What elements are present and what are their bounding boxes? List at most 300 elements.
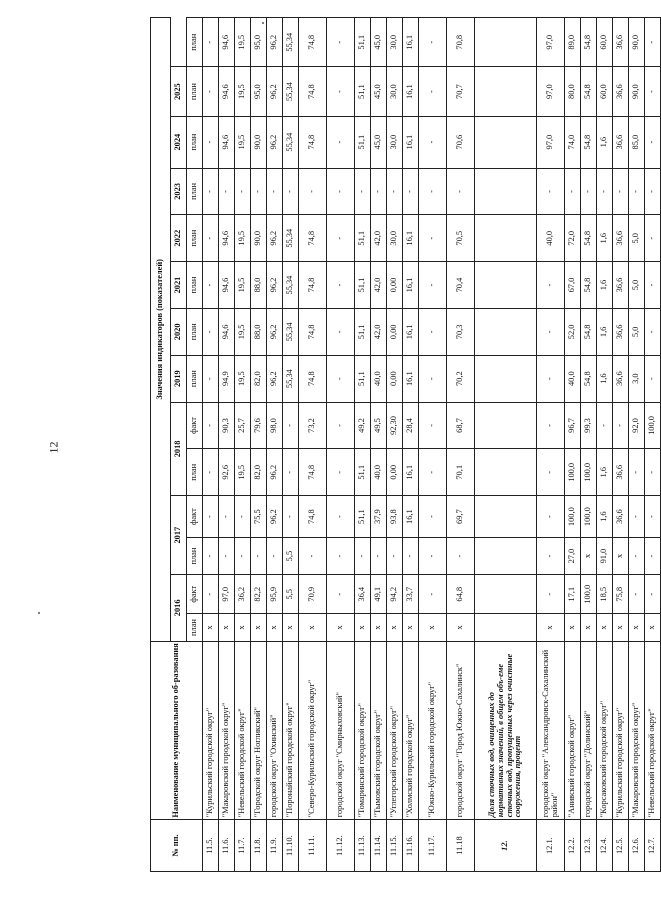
value-cell: 96,7 [565,402,581,449]
municipality-name: "Макаровский городской округ" [219,641,235,820]
value-cell: - [403,538,419,575]
value-cell: x [613,538,629,575]
value-cell: 73,2 [299,402,327,449]
value-cell: - [447,538,475,575]
table-row [283,18,299,872]
year-header: 2018 [171,402,187,496]
municipality-name: "Корсаковский городской округ" [597,641,613,820]
table-row [581,18,597,872]
value-cell: 42,0 [371,262,387,309]
value-cell: 19,5 [235,449,251,496]
value-cell: 40,0 [371,449,387,496]
value-cell: 36,6 [613,496,629,538]
row-number: 11.5. [203,820,219,872]
value-cell: 96,2 [267,18,283,67]
value-cell: - [537,449,565,496]
value-cell: 36,6 [613,18,629,67]
value-cell: 45,0 [371,116,387,168]
value-cell: - [629,168,645,215]
row-number: 11.16. [403,820,419,872]
value-cell: 74,8 [299,67,327,116]
value-cell: - [419,308,447,355]
municipality-name: "Томаринский городской округ" [355,641,371,820]
row-number: 11.14. [371,820,387,872]
value-cell: 96,2 [267,355,283,402]
value-cell: 79,6 [251,402,267,449]
value-cell: 74,8 [299,18,327,67]
value-cell: 5,5 [283,538,299,575]
value-cell: - [419,18,447,67]
value-cell: 16,1 [403,67,419,116]
value-cell: 94,9 [219,355,235,402]
value-cell: 51,1 [355,215,371,262]
table-row [327,18,355,872]
value-cell: - [645,67,661,116]
value-cell: 3,0 [629,355,645,402]
year-header: 2019 [171,355,187,402]
value-cell: 51,1 [355,262,371,309]
rotated-table-container [150,17,657,872]
value-cell: 36,6 [613,262,629,309]
year-header: 2016 [171,575,187,642]
value-cell: 51,1 [355,116,371,168]
fact-subheader: факт [187,575,203,614]
value-cell: 75,5 [251,496,267,538]
value-cell: 36,6 [613,215,629,262]
value-cell: 36,6 [613,308,629,355]
value-cell: x [283,614,299,641]
value-cell: 60,0 [597,67,613,116]
value-cell: x [355,614,371,641]
name-col-header: Наименование муниципального об-разования [151,641,203,820]
value-cell: - [235,538,251,575]
year-header: 2023 [171,168,187,215]
page-number: 12 [46,441,61,454]
table-row [251,18,267,872]
row-number: 12.7. [645,820,661,872]
row-number: 12.5. [613,820,629,872]
table-row [629,18,645,872]
value-cell: 97,0 [537,18,565,67]
value-cell: 90,0 [251,116,267,168]
table-row [537,18,565,872]
value-cell: 82,0 [251,355,267,402]
value-cell: 42,0 [371,308,387,355]
value-cell [475,355,537,402]
value-cell: 94,2 [387,575,403,614]
value-cell: - [419,496,447,538]
value-cell: x [613,614,629,641]
row-number: 11.9. [267,820,283,872]
value-cell: 74,8 [299,355,327,402]
value-cell: - [283,168,299,215]
municipality-name: городской округ "Смирныховский" [327,641,355,820]
value-cell: 88,0 [251,262,267,309]
value-cell: - [419,67,447,116]
value-cell: 16,1 [403,262,419,309]
value-cell: - [613,402,629,449]
plan-subheader: план [187,67,203,116]
value-cell: 5,5 [283,575,299,614]
value-cell: 89,0 [565,18,581,67]
value-cell: 5,0 [629,308,645,355]
value-cell: x [251,614,267,641]
table-row [645,18,661,872]
value-cell: 70,7 [447,67,475,116]
value-cell: 16,1 [403,449,419,496]
value-cell: 51,1 [355,355,371,402]
value-cell: 82,2 [251,575,267,614]
value-cell: 55,34 [283,67,299,116]
value-cell: - [283,496,299,538]
value-cell: 97,0 [219,575,235,614]
value-cell [475,496,537,538]
value-cell: 51,1 [355,496,371,538]
value-cell: - [203,116,219,168]
value-cell: x [219,614,235,641]
value-cell: 52,0 [565,308,581,355]
value-cell: 70,9 [299,575,327,614]
value-cell: 16,1 [403,355,419,402]
value-cell: 91,0 [597,538,613,575]
value-cell: - [327,355,355,402]
value-cell: - [327,402,355,449]
value-cell: - [203,496,219,538]
value-cell: 55,34 [283,308,299,355]
table-row [355,18,371,872]
value-cell: - [597,168,613,215]
value-cell: - [203,18,219,67]
row-number: 12.4. [597,820,613,872]
value-cell: 70,2 [447,355,475,402]
value-cell: - [419,355,447,402]
value-cell: 88,0 [251,308,267,355]
value-cell: 51,1 [355,308,371,355]
value-cell: 69,7 [447,496,475,538]
value-cell: 36,6 [613,67,629,116]
value-cell: - [203,538,219,575]
plan-subheader: план [187,449,203,496]
fact-subheader: факт [187,402,203,449]
row-number: 12.3. [581,820,597,872]
value-cell: 19,5 [235,355,251,402]
value-cell: 74,8 [299,308,327,355]
value-cell: - [283,449,299,496]
row-number: 11.6. [219,820,235,872]
value-cell: 1,6 [597,308,613,355]
value-cell: 85,0 [629,116,645,168]
row-number: 11.12. [327,820,355,872]
value-cell: 94,6 [219,18,235,67]
value-cell: - [419,449,447,496]
value-cell: 19,5 [235,308,251,355]
value-cell: 90,0 [251,215,267,262]
year-header: 2024 [171,116,187,168]
value-cell: x [597,614,613,641]
value-cell: 94,6 [219,262,235,309]
value-cell: 42,0 [371,215,387,262]
table-row [203,18,219,872]
value-cell: x [581,614,597,641]
value-cell: 90,3 [219,402,235,449]
value-cell: 16,1 [403,18,419,67]
value-cell: 16,1 [403,116,419,168]
value-cell: 36,4 [355,575,371,614]
value-cell: - [327,116,355,168]
table-row [299,18,327,872]
value-cell: - [565,168,581,215]
value-cell: x [565,614,581,641]
value-cell: 19,5 [235,67,251,116]
value-cell: 19,5 [235,262,251,309]
municipality-name: городской округ "Охинский" [267,641,283,820]
value-cell: 94,6 [219,215,235,262]
value-cell: - [203,168,219,215]
value-cell: 49,1 [371,575,387,614]
year-header: 2022 [171,215,187,262]
value-cell: 54,8 [581,355,597,402]
value-cell: - [537,262,565,309]
value-cell: 51,1 [355,67,371,116]
value-cell: 5,0 [629,262,645,309]
value-cell [475,575,537,614]
value-cell: 19,5 [235,215,251,262]
value-cell: - [235,496,251,538]
value-cell [475,168,537,215]
value-cell: 97,0 [537,67,565,116]
value-cell: 54,8 [581,18,597,67]
value-cell: 75,8 [613,575,629,614]
value-cell: - [327,538,355,575]
value-cell: 18,5 [597,575,613,614]
value-cell: 36,2 [235,575,251,614]
value-cell: - [327,449,355,496]
value-cell: 96,2 [267,308,283,355]
value-cell: 30,0 [387,215,403,262]
row-number: 11.13. [355,820,371,872]
value-cell: 95,0 [251,67,267,116]
value-cell: 49,5 [371,402,387,449]
value-cell: 97,0 [537,116,565,168]
value-cell: - [645,575,661,614]
value-cell: 82,0 [251,449,267,496]
indicators-table [150,17,661,872]
municipality-name: Доля сточных вод, очищенных до нормативных значений, в общем объ-еме сточных вод, пропущенных через очистные сооружения, процент [475,641,537,820]
value-cell: - [251,538,267,575]
value-cell: x [299,614,327,641]
year-header: 2021 [171,262,187,309]
table-row [475,18,537,872]
value-cell [475,614,537,641]
value-cell: 70,1 [447,449,475,496]
value-cell: - [403,168,419,215]
value-cell: - [537,308,565,355]
value-cell: 72,0 [565,215,581,262]
value-cell: 55,34 [283,18,299,67]
value-cell: 40,0 [565,355,581,402]
value-cell: 55,34 [283,116,299,168]
table-row [235,18,251,872]
value-cell: 36,6 [613,116,629,168]
table-body [203,18,661,872]
value-cell: 0,00 [387,449,403,496]
municipality-name: "Курильский городской округ" [203,641,219,820]
value-cell: 94,6 [219,116,235,168]
value-cell [475,449,537,496]
table-row [565,18,581,872]
municipality-name: "Северо-Курильский городской округ" [299,641,327,820]
value-cell: - [203,262,219,309]
value-cell: 28,4 [403,402,419,449]
value-cell: 74,0 [565,116,581,168]
value-cell: - [219,496,235,538]
value-cell: - [235,168,251,215]
value-cell: x [203,614,219,641]
row-number: 12.6. [629,820,645,872]
value-cell: 67,0 [565,262,581,309]
value-cell: - [537,496,565,538]
plan-subheader: план [187,355,203,402]
value-cell: 74,8 [299,496,327,538]
row-number: 11.10. [283,820,299,872]
value-cell: 92,30 [387,402,403,449]
value-cell: - [629,496,645,538]
municipality-name: "Углегорский городской округ" [387,641,403,820]
value-cell: 99,3 [581,402,597,449]
value-cell: 33,7 [403,575,419,614]
value-cell: x [645,614,661,641]
value-cell: 16,1 [403,496,419,538]
value-cell: - [645,355,661,402]
plan-subheader: план [187,538,203,575]
value-cell: 70,5 [447,215,475,262]
value-cell: 54,8 [581,116,597,168]
municipality-name: "Городской округ Ногликский" [251,641,267,820]
value-cell: x [371,614,387,641]
value-cell: - [327,18,355,67]
value-cell: x [235,614,251,641]
municipality-name: "Курильский городской округ" [613,641,629,820]
municipality-name: "Поронайский городской округ" [283,641,299,820]
value-cell: - [537,168,565,215]
value-cell: x [267,614,283,641]
value-cell: 100,0 [645,402,661,449]
value-cell: x [327,614,355,641]
value-cell: 68,7 [447,402,475,449]
value-cell: x [387,614,403,641]
row-number: 11.18 [447,820,475,872]
municipality-name: городской округ "Долинский" [581,641,597,820]
municipality-name: "Невельский городской округ" [235,641,251,820]
value-cell: - [645,262,661,309]
value-cell: 74,8 [299,215,327,262]
value-cell: - [537,402,565,449]
value-cell: - [645,308,661,355]
value-cell: - [419,116,447,168]
value-cell: 37,9 [371,496,387,538]
value-cell: - [447,168,475,215]
value-cell: - [267,538,283,575]
value-cell: 1,6 [597,215,613,262]
municipality-name: "Невельский городской округ" [645,641,661,820]
value-cell: 94,6 [219,67,235,116]
table-row [419,18,447,872]
value-cell [475,308,537,355]
value-cell: 1,6 [597,355,613,402]
plan-subheader: план [187,308,203,355]
municipality-name: "Южно-Курильский городской округ" [419,641,447,820]
value-cell: - [419,215,447,262]
table-row [447,18,475,872]
value-cell: 96,2 [267,262,283,309]
value-cell: - [645,215,661,262]
value-cell: 94,6 [219,308,235,355]
value-cell: 55,34 [283,355,299,402]
value-cell: - [203,355,219,402]
value-cell: 96,2 [267,496,283,538]
value-cell: 54,8 [581,215,597,262]
value-cell: 54,8 [581,308,597,355]
value-cell: - [419,168,447,215]
year-header: 2020 [171,308,187,355]
value-cell: - [299,168,327,215]
value-cell: 30,0 [387,67,403,116]
value-cell: 40,0 [537,215,565,262]
value-cell: x [447,614,475,641]
value-cell [475,116,537,168]
value-cell: 55,34 [283,262,299,309]
value-cell [475,67,537,116]
value-cell: 45,0 [371,18,387,67]
row-number: 11.15. [387,820,403,872]
value-cell [475,215,537,262]
value-cell: 36,6 [613,449,629,496]
value-cell: 95,9 [267,575,283,614]
value-cell: - [327,168,355,215]
value-cell: 25,7 [235,402,251,449]
municipality-name: городской округ "Город Южно-Сахалинск" [447,641,475,820]
value-cell: 1,6 [597,449,613,496]
value-cell: 27,0 [565,538,581,575]
value-cell: x [419,614,447,641]
value-cell [475,262,537,309]
row-number: 11.7. [235,820,251,872]
value-cell: - [203,67,219,116]
table-row [597,18,613,872]
value-cell: 100,0 [581,449,597,496]
value-cell: - [645,538,661,575]
value-cell: - [267,168,283,215]
value-cell: - [419,538,447,575]
value-cell: 19,5 [235,18,251,67]
value-cell: 96,2 [267,116,283,168]
value-cell: - [645,168,661,215]
value-cell: 100,0 [565,496,581,538]
value-cell: 98,0 [267,402,283,449]
municipality-name: городской округ "Александровск-Сахалинский район" [537,641,565,820]
value-cell: - [327,262,355,309]
value-cell: 70,6 [447,116,475,168]
table-row [267,18,283,872]
value-cell: - [581,168,597,215]
value-cell: 60,0 [597,18,613,67]
value-cell: - [537,575,565,614]
value-cell: - [299,538,327,575]
value-cell: 100,0 [581,496,597,538]
value-cell: 74,8 [299,262,327,309]
row-number: 11.17. [419,820,447,872]
table-row [371,18,387,872]
